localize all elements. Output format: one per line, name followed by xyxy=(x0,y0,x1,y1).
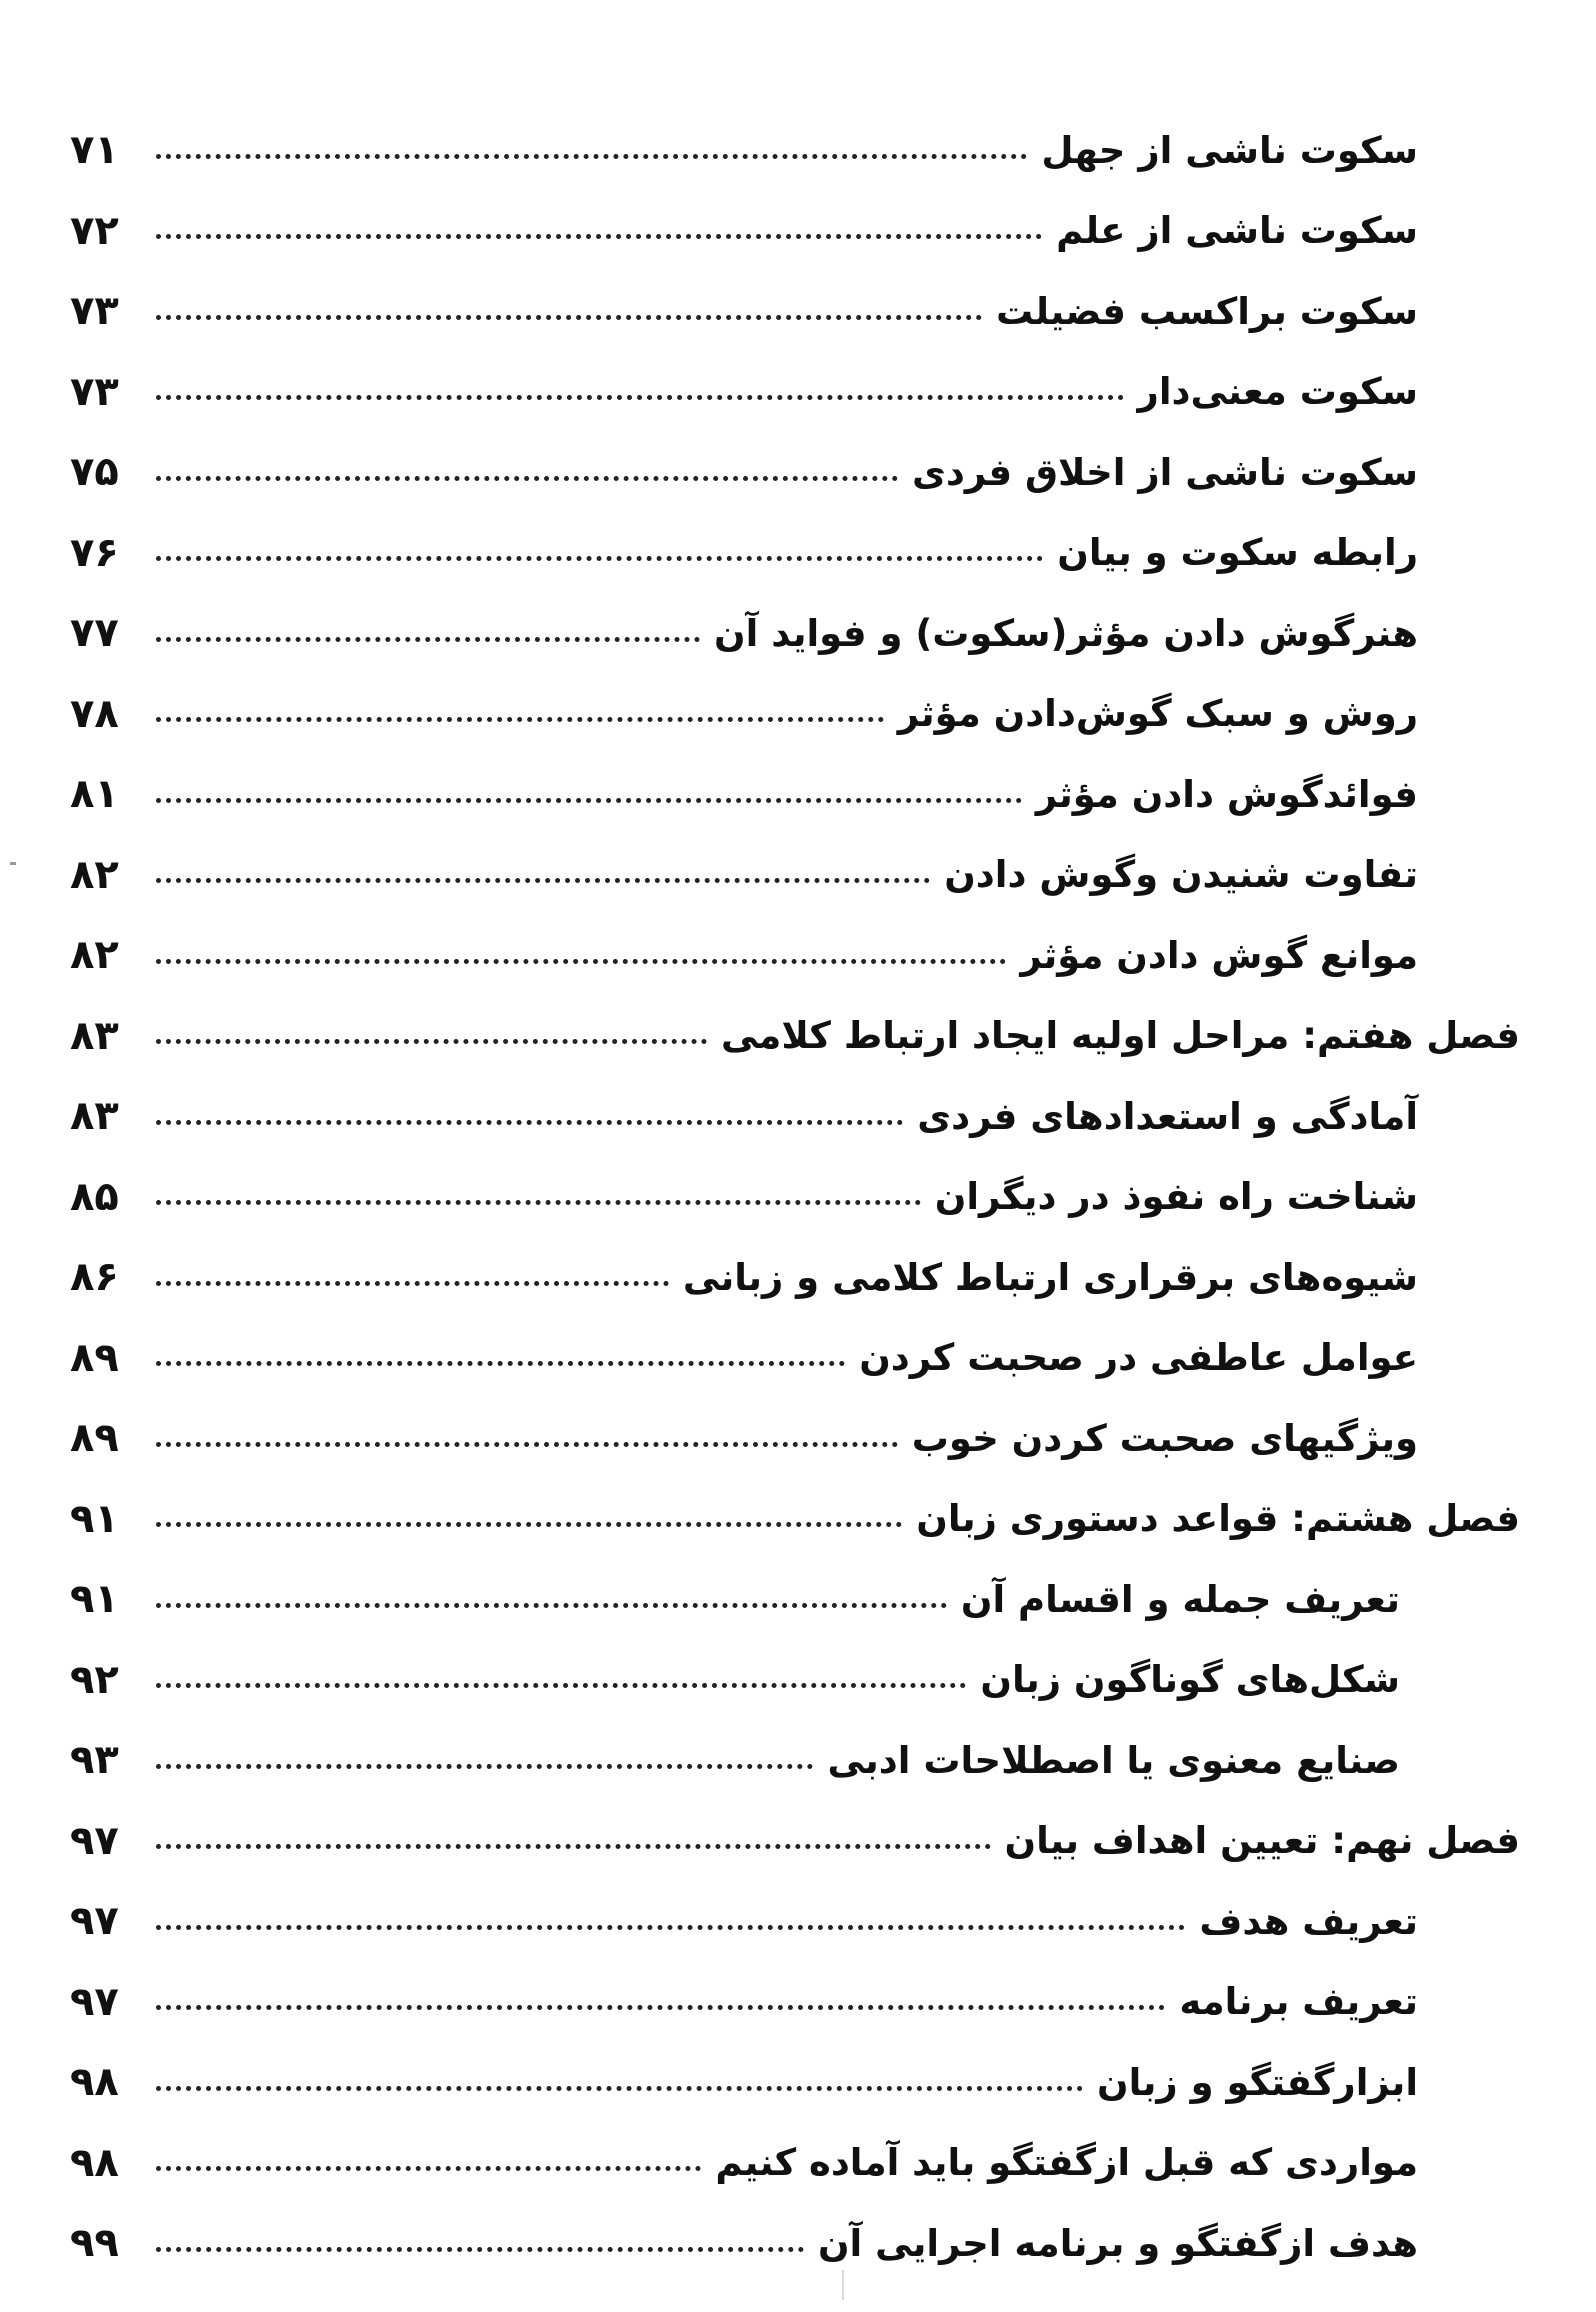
toc-section-row xyxy=(70,674,1520,755)
section-title: صنایع معنوی یا اصطلاحات ادبی xyxy=(827,1738,1400,1782)
page-number: ۹۳ xyxy=(70,1737,119,1784)
toc-chapter-row xyxy=(70,996,1520,1077)
section-title: سکوت معنی‌دار xyxy=(1137,370,1418,414)
dot-leader xyxy=(156,798,1022,803)
section-title: سکوت براکسب فضیلت xyxy=(995,289,1418,333)
dot-leader xyxy=(156,2166,701,2171)
dot-leader xyxy=(156,1442,898,1447)
section-title: آمادگی و استعدادهای فردی xyxy=(917,1094,1418,1138)
dot-leader xyxy=(156,1281,669,1286)
page-number: ۹۸ xyxy=(70,2139,119,2186)
toc-section-row xyxy=(70,1398,1520,1479)
page-number: ۹۱ xyxy=(70,1495,119,1542)
scan-speck xyxy=(10,862,16,865)
toc-section-row xyxy=(70,110,1520,191)
toc-section-row xyxy=(70,1881,1520,1962)
toc-section-row xyxy=(70,1640,1520,1721)
toc-section-row xyxy=(70,432,1520,513)
page-number: ۹۷ xyxy=(70,1978,119,2025)
scan-crease xyxy=(842,2270,844,2300)
section-title: شیوه‌های برقراری ارتباط کلامی و زبانی xyxy=(682,1255,1418,1299)
dot-leader xyxy=(156,637,700,642)
section-title: تفاوت شنیدن وگوش دادن xyxy=(944,853,1418,897)
section-title: تعریف برنامه xyxy=(1179,1980,1418,2024)
section-title: شکل‌های گوناگون زبان xyxy=(980,1658,1400,1702)
dot-leader xyxy=(156,315,982,320)
page-number: ۸۹ xyxy=(70,1334,119,1381)
toc-section-row xyxy=(70,1720,1520,1801)
section-title: هنرگوش دادن مؤثر(سکوت) و فواید آن xyxy=(714,611,1418,655)
dot-leader xyxy=(156,1764,813,1769)
page-number: ۸۳ xyxy=(70,1012,119,1059)
toc-chapter-row xyxy=(70,1801,1520,1882)
page-number: ۷۲ xyxy=(70,207,119,254)
page-number: ۷۱ xyxy=(70,127,119,174)
section-title: سکوت ناشی از علم xyxy=(1056,209,1418,253)
toc-chapter-row xyxy=(70,1479,1520,1560)
table-of-contents xyxy=(70,110,1520,2284)
page-number: ۷۵ xyxy=(70,449,119,496)
page-number: ۹۹ xyxy=(70,2220,119,2267)
page-number: ۸۶ xyxy=(70,1254,119,1301)
page-number: ۷۳ xyxy=(70,288,119,335)
toc-section-row xyxy=(70,835,1520,916)
toc-section-row xyxy=(70,191,1520,272)
page-number: ۸۲ xyxy=(70,851,119,898)
toc-section-row xyxy=(70,1076,1520,1157)
section-title: شناخت راه نفوذ در دیگران xyxy=(934,1175,1418,1219)
section-title: رابطه سکوت و بیان xyxy=(1057,531,1418,575)
dot-leader xyxy=(156,2086,1083,2091)
dot-leader xyxy=(156,395,1124,400)
page-number: ۸۵ xyxy=(70,1173,119,1220)
page-number: ۷۷ xyxy=(70,610,119,657)
section-title: سکوت ناشی از جهل xyxy=(1041,128,1418,172)
dot-leader xyxy=(156,1925,1185,1930)
page-number: ۷۳ xyxy=(70,368,119,415)
toc-section-row xyxy=(70,1559,1520,1640)
section-title: ویژگیهای صحبت کردن خوب xyxy=(911,1416,1418,1460)
toc-section-row xyxy=(70,1237,1520,1318)
page-number: ۹۸ xyxy=(70,2059,119,2106)
section-title: مواردی که قبل ازگفتگو باید آماده کنیم xyxy=(715,2141,1418,2185)
page-number: ۸۹ xyxy=(70,1415,119,1462)
toc-section-row xyxy=(70,352,1520,433)
page-number: ۸۱ xyxy=(70,771,119,818)
dot-leader xyxy=(156,2005,1165,2010)
toc-section-row xyxy=(70,1962,1520,2043)
dot-leader xyxy=(156,556,1043,561)
page-number: ۸۳ xyxy=(70,1093,119,1140)
dot-leader xyxy=(156,1844,991,1849)
section-title: هدف ازگفتگو و برنامه اجرایی آن xyxy=(817,2221,1418,2265)
page-number: ۹۷ xyxy=(70,1898,119,1945)
section-title: موانع گوش دادن مؤثر xyxy=(1020,933,1418,977)
dot-leader xyxy=(156,1522,902,1527)
toc-section-row xyxy=(70,2042,1520,2123)
chapter-title: فصل هفتم: مراحل اولیه ایجاد ارتباط کلامی xyxy=(721,1014,1520,1058)
toc-section-row xyxy=(70,593,1520,674)
dot-leader xyxy=(156,2247,804,2252)
dot-leader xyxy=(156,1200,921,1205)
toc-section-row xyxy=(70,754,1520,835)
page-number: ۹۷ xyxy=(70,1817,119,1864)
chapter-title: فصل هشتم: قواعد دستوری زبان xyxy=(916,1497,1520,1541)
dot-leader xyxy=(156,1120,903,1125)
page-number: ۹۲ xyxy=(70,1656,119,1703)
section-title: سکوت ناشی از اخلاق فردی xyxy=(911,450,1418,494)
section-title: عوامل عاطفی در صحبت کردن xyxy=(859,1336,1418,1380)
dot-leader xyxy=(156,959,1006,964)
toc-section-row xyxy=(70,271,1520,352)
dot-leader xyxy=(156,1683,966,1688)
page-number: ۷۶ xyxy=(70,529,119,576)
section-title: فوائدگوش دادن مؤثر xyxy=(1035,772,1418,816)
dot-leader xyxy=(156,476,898,481)
section-title: تعریف هدف xyxy=(1199,1899,1418,1943)
page-number: ۹۱ xyxy=(70,1576,119,1623)
chapter-title: فصل نهم: تعیین اهداف بیان xyxy=(1004,1819,1520,1863)
dot-leader xyxy=(156,154,1027,159)
toc-section-row xyxy=(70,513,1520,594)
dot-leader xyxy=(156,717,884,722)
section-title: تعریف جمله و اقسام آن xyxy=(960,1577,1400,1621)
toc-section-row xyxy=(70,1157,1520,1238)
dot-leader xyxy=(156,1361,845,1366)
dot-leader xyxy=(156,1603,947,1608)
dot-leader xyxy=(156,1039,707,1044)
toc-section-row xyxy=(70,915,1520,996)
section-title: ابزارگفتگو و زبان xyxy=(1097,2060,1418,2104)
section-title: روش و سبک گوش‌دادن مؤثر xyxy=(897,692,1418,736)
page-number: ۷۸ xyxy=(70,690,119,737)
toc-section-row xyxy=(70,1318,1520,1399)
dot-leader xyxy=(156,878,930,883)
toc-section-row xyxy=(70,2123,1520,2204)
dot-leader xyxy=(156,234,1042,239)
toc-section-row xyxy=(70,2203,1520,2284)
page-number: ۸۲ xyxy=(70,932,119,979)
